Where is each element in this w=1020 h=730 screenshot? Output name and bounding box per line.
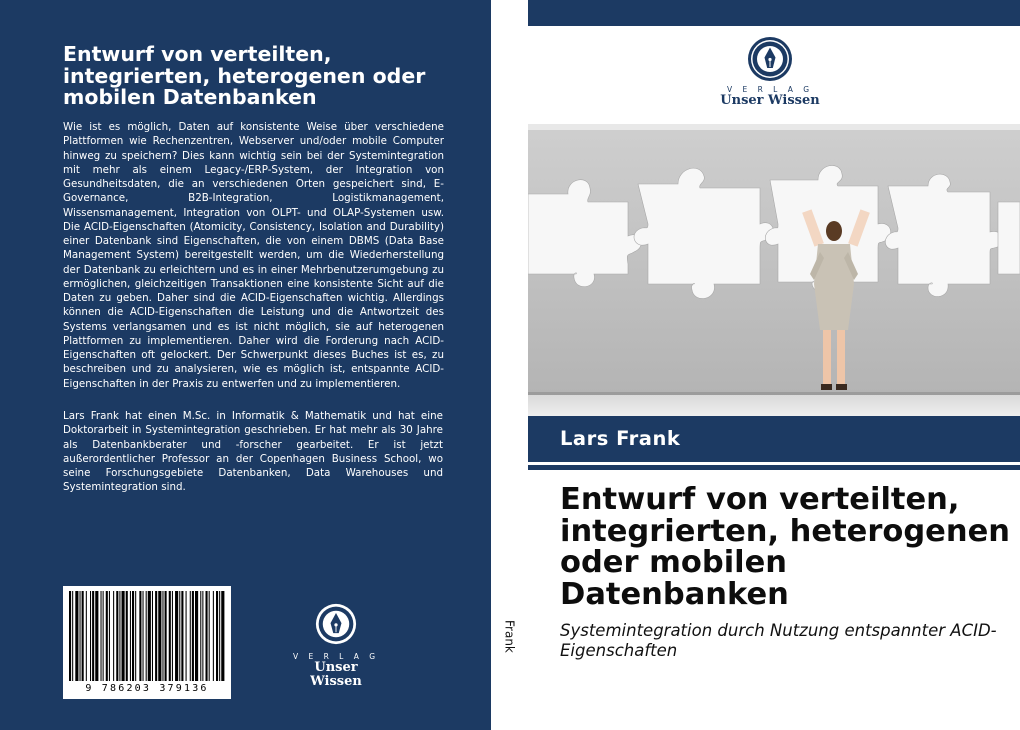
author-biography: Lars Frank hat einen M.Sc. in Informatik & Mathematik und hat eine Doktorarbeit in Systemintegration geschrieben. Er hat mehr als 30 Jahre als Datenbankberater und -forscher gearbeitet. Er ist jetzt außerordentlicher Professor an der Copenhagen Business School, wo seine Forschungsgebiete Datenbanken, Data Warehouses und Systemintegration sind. (63, 410, 443, 494)
front-title: Entwurf von verteilten, integrierten, heterogenen oder mobilen Datenbanken (560, 482, 1010, 612)
front-top-band (528, 0, 1020, 26)
author-band (528, 416, 1020, 462)
front-cover (528, 0, 1020, 730)
front-subtitle: Systemintegration durch Nutzung entspannter ACID-Eigenschaften (560, 621, 997, 660)
publisher-verlag-label: V E R L A G (292, 652, 380, 661)
pen-nib-seal-icon (313, 603, 359, 649)
book-spine (491, 0, 528, 730)
publisher-name: Unser Wissen (310, 660, 362, 689)
publisher-verlag-label: V E R L A G (726, 85, 814, 94)
back-cover (0, 0, 491, 730)
barcode-icon (63, 586, 231, 686)
isbn-barcode (63, 586, 231, 699)
front-author: Lars Frank (560, 427, 681, 450)
spine-author: Frank (502, 620, 517, 653)
back-cover-title: Entwurf von verteilten, integrierten, heterogenen oder mobilen Datenbanken (63, 42, 426, 109)
author-band-rule (528, 465, 1020, 470)
isbn-digits: 9 786203 379136 (85, 683, 209, 694)
back-cover-blurb: Wie ist es möglich, Daten auf konsistente Weise über verschiedene Plattformen wie Rechenzentren, Webserver und/oder mobile Computer hinweg zu speichern? Dies kann wichtig sein bei der Systemintegration mit mehr als einem Legacy-/ERP-System, der Integration von Gesundheitsdaten, die an verschiedenen Orten gespeichert sind, E-Governance, B2B-Integration, Logistikmanagement, Wissensmanagement, Integration von OLPT- und OLAP-Systemen usw. Die ACID-Eigenschaften (Atomicity, Consistency, Isolation and Durability) einer Datenbank sind Eigenschaften, die von einem DBMS (Data Base Management System) bereitgestellt werden, um die Wiederherstellung der Datenbank zu erleichtern und es in einer Mehrbenutzerumgebung zu ermöglichen, gleichzeitigen Transaktionen eine konsistente Sicht auf die Daten zu geben. Daher sind die ACID-Eigenschaften wichtig. Allerdings können die ACID-Eigenschaften die Leistung und die Antwortzeit des Systems verlangsamen und es ist nicht möglich, sie auf heterogenen Plattformen zu implementieren. Daher wird die Forderung nach ACID-Eigenschaften oft gelockert. Der Schwerpunkt dieses Buches ist es, zu beschreiben und zu analysieren, wie es möglich ist, entspannte ACID-Eigenschaften in der Praxis zu entwerfen und zu implementieren. (63, 121, 444, 390)
front-publisher-logo (718, 36, 822, 110)
back-publisher-logo (292, 603, 380, 689)
pen-nib-seal-icon (747, 36, 793, 82)
publisher-name: Unser Wissen (720, 93, 820, 108)
cover-photo (528, 124, 1020, 416)
